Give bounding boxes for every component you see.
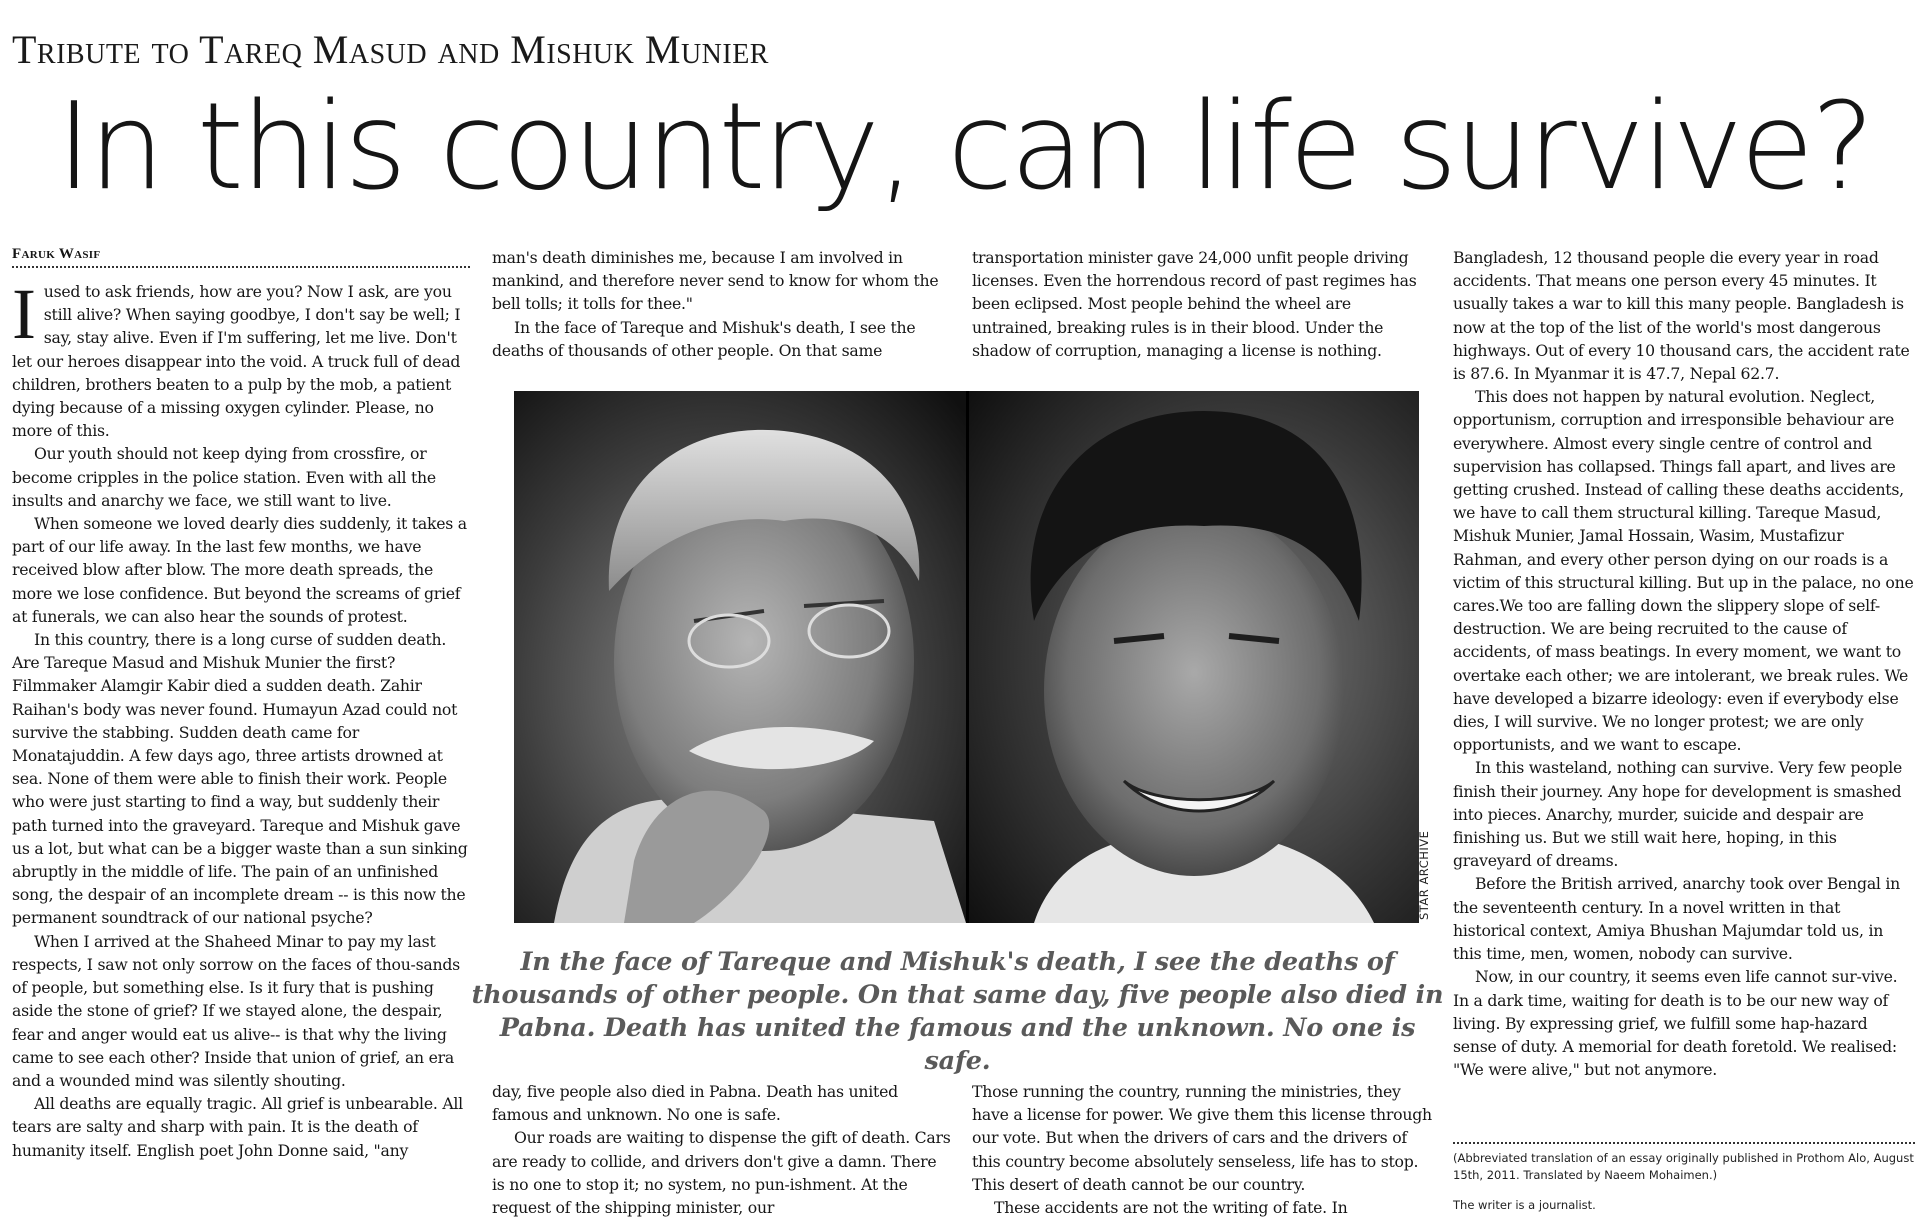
article-column-2-top — [492, 246, 952, 362]
paragraph: These accidents are not the writing of fate. In — [994, 1198, 1348, 1218]
pull-quote: In the face of Tareque and Mishuk's death, I see the deaths of thousands of other people. On that same day, five people also died in Pabna. Death has united the famous and the unknown. No one is safe. — [471, 947, 1444, 1076]
byline: Faruk Wasif — [12, 246, 470, 268]
paragraph: This does not happen by natural evolution. Neglect, opportunism, corruption and irresponsible behaviour are everywhere. Almost every single centre of control and supervision has collapsed. Things fall apart, and lives are getting crushed. Instead of calling these deaths accidents, we have to call them structural killing. Tareque Masud, Mishuk Munier, Jamal Hossain, Wasim, Mustafizur Rahman, and every other person dying on our roads is a victim of this structural killing. But up in the palace, no one cares.We too are falling down the slippery slope of self-destruction. We are being recruited to the cause of accidents, of mass beatings. In every moment, we want to overtake each other; we are intolerant, we break rules. We have developed a bizarre ideology: even if everybody else dies, I will survive. We no longer protest; we are only opportunists, and we want to escape. — [1453, 387, 1914, 755]
paragraph: When someone we loved dearly dies suddenly, it takes a part of our life away. In the last few months, we have received blow after blow. The more death spreads, the more we lose confidence. But beyond the screams of grief at funerals, we can also hear the sounds of protest. — [12, 514, 467, 626]
paragraph: Those running the country, running the ministries, they have a license for power. We give them this license through our vote. But when the drivers of cars and the drivers of this country become absolutely senseless, life has to stop. This desert of death cannot be our country. — [972, 1082, 1432, 1194]
footnote-divider — [1453, 1142, 1915, 1144]
headline: In this country, can life survive? — [56, 78, 1872, 217]
translation-footnote: (Abbreviated translation of an essay originally published in Prothom Alo, August 15th, 2011. Translated by Naeem Mohaimen.) — [1453, 1151, 1914, 1182]
paragraph: Our roads are waiting to dispense the gift of death. Cars are ready to collide, and drivers don't give a damn. There is no one to stop it; no system, no pun-ishment. At the request of the shipping minister, our — [492, 1128, 951, 1218]
article-column-1 — [12, 274, 474, 1162]
article-column-3-bottom — [972, 1080, 1432, 1219]
article-column-4 — [1453, 246, 1915, 1081]
paragraph: In the face of Tareque and Mishuk's death, I see the deaths of thousands of other people. On that same — [492, 317, 916, 360]
paragraph: transportation minister gave 24,000 unfit people driving licenses. Even the horrendous record of past regimes has been eclipsed. Most people behind the wheel are untrained, breaking rules is in their blood. Under the shadow of corruption, managing a license is nothing. — [972, 248, 1417, 360]
paragraph — [12, 274, 474, 442]
paragraph-text: used to ask friends, how are you? Now I ask, are you still alive? When saying goodbye, I don't say be well; I say, stay alive. Even if I'm suffering, let me live. Don't let our heroes disappear into the void. A truck full of dead children, brothers beaten to a pulp by the mob, a patient dying because of a missing oxygen cylinder. Please, no more of this. — [12, 282, 461, 441]
kicker: Tribute to Tareq Masud and Mishuk Munier — [12, 27, 769, 72]
paragraph: In this wasteland, nothing can survive. Very few people finish their journey. Any hope for development is smashed into pieces. Anarchy, murder, suicide and despair are finishing us. But we still wait here, hoping, in this graveyard of dreams. — [1453, 758, 1903, 871]
paragraph: Before the British arrived, anarchy took over Bengal in the seventeenth century. In a novel written in that historical context, Amiya Bhushan Majumdar told us, in this time, men, women, nobody can survive. — [1453, 874, 1901, 964]
paragraph: Our youth should not keep dying from crossfire, or become cripples in the police station. Even with all the insults and anarchy we face, we still want to live. — [12, 444, 436, 510]
article-column-3-top — [972, 246, 1432, 362]
paragraph: Bangladesh, 12 thousand people die every year in road accidents. That means one person every 45 minutes. It usually takes a war to kill this many people. Bangladesh is now at the top of the list of the world's most dangerous highways. Out of every 10 thousand cars, the accident rate is 87.6. In Myanmar it is 47.7, Nepal 62.7. — [1453, 248, 1910, 384]
paragraph: All deaths are equally tragic. All grief is unbearable. All tears are salty and sharp with pain. It is the death of humanity itself. English poet John Donne said, "any — [12, 1094, 463, 1160]
paragraph: day, five people also died in Pabna. Death has united famous and unknown. No one is safe. — [492, 1082, 898, 1125]
article-column-2-bottom — [492, 1080, 952, 1219]
paragraph: When I arrived at the Shaheed Minar to pay my last respects, I saw not only sorrow on the faces of thou-sands of people, but something else. Is it fury that is pushing aside the stone of grief? If we stayed alone, the despair, fear and anger would eat us alive-- is that why the living came to see each other? Inside that union of grief, an era and a wounded mind was silently shouting. — [12, 931, 460, 1090]
photo-credit: STAR ARCHIVE — [1417, 830, 1431, 920]
drop-cap: I — [12, 274, 36, 354]
writer-note: The writer is a journalist. — [1453, 1198, 1596, 1212]
photo-divider — [966, 391, 969, 923]
paragraph: man's death diminishes me, because I am involved in mankind, and therefore never send to know for whom the bell tolls; it tolls for thee." — [492, 248, 939, 314]
paragraph: In this country, there is a long curse of sudden death. Are Tareque Masud and Mishuk Munier the first? Filmmaker Alamgir Kabir died a sudden death. Zahir Raihan's body was never found. Humayun Azad could not survive the stabbing. Sudden death came for Monatajuddin. A few days ago, three artists drowned at sea. None of them were able to finish their work. People who were just starting to find a way, but suddenly their path turned into the graveyard. Tareque and Mishuk gave us a lot, but what can be a bigger waste than a sun sinking abruptly in the middle of life. The pain of an unfinished song, the despair of an incomplete dream -- is this now the permanent soundtrack of our national psyche? — [12, 630, 468, 928]
paragraph: Now, in our country, it seems even life cannot sur-vive. In a dark time, waiting for death is to be our new way of living. By expressing grief, we fulfill some hap-hazard sense of duty. A memorial for death foretold. We realised: "We were alive," but not anymore. — [1453, 967, 1898, 1080]
